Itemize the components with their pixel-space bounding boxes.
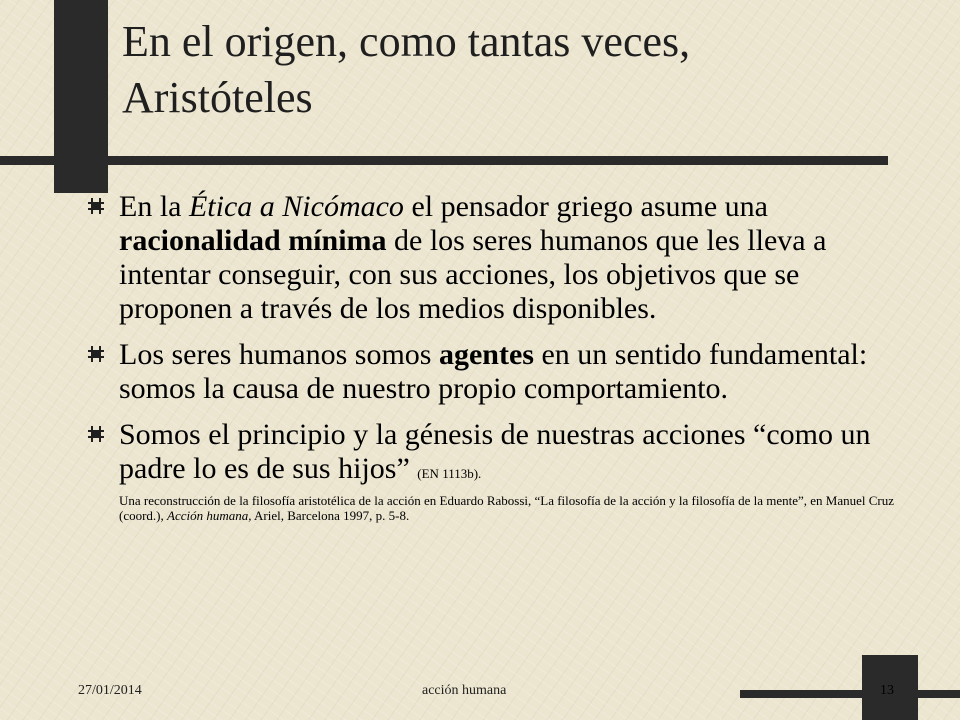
bullet-list <box>88 190 898 535</box>
bullet-1-text-a: En la <box>119 190 189 223</box>
square-bullet-icon <box>88 346 104 362</box>
note-text-b: Ariel, Barcelona 1997, p. 5-8. <box>251 508 410 523</box>
footer-date: 27/01/2014 <box>78 683 142 698</box>
title-rule <box>0 156 888 165</box>
note-text-a: Una reconstrucción de la filosofía aristotélica de la acción en Eduardo Rabossi, “La filosofía de la acción y la filosofía de la mente”, en Manuel Cruz (coord.), <box>119 493 895 523</box>
bullet-item-1 <box>88 190 898 326</box>
title-line-1: En el origen, como tantas veces, <box>122 17 691 66</box>
title-line-2: Aristóteles <box>122 73 313 122</box>
footer-rule <box>740 690 960 698</box>
bullet-1-work-title: Ética a Nicómaco <box>188 190 404 223</box>
bullet-1-text-c: de los seres humanos que les lleva a intentar conseguir, con sus acciones, los objetivos que se proponen a través de los medios disponibles. <box>119 224 827 325</box>
bullet-2-text-a: Los seres humanos somos <box>119 338 439 371</box>
bullet-3-note <box>119 493 898 523</box>
slide-number: 13 <box>880 683 894 698</box>
square-bullet-icon <box>88 426 104 442</box>
bullet-3-text: Somos el principio y la génesis de nuestras acciones “como un padre lo es de sus hijos” <box>119 418 871 485</box>
bullet-2-term: agentes <box>438 338 534 371</box>
square-bullet-icon <box>88 198 104 214</box>
bullet-item-2 <box>88 338 898 406</box>
bullet-item-3 <box>88 418 898 523</box>
bullet-3-reference: (EN 1113b). <box>417 466 482 481</box>
bullet-1-term: racionalidad mínima <box>119 224 387 257</box>
note-book-title: Acción humana, <box>167 508 252 523</box>
slide-title <box>122 14 932 126</box>
bullet-2-text-b: en un sentido fundamental: somos la causa de nuestro propio comportamiento. <box>119 338 868 405</box>
bullet-1-text-b: el pensador griego asume una <box>403 190 768 223</box>
footer-title: acción humana <box>422 683 507 698</box>
